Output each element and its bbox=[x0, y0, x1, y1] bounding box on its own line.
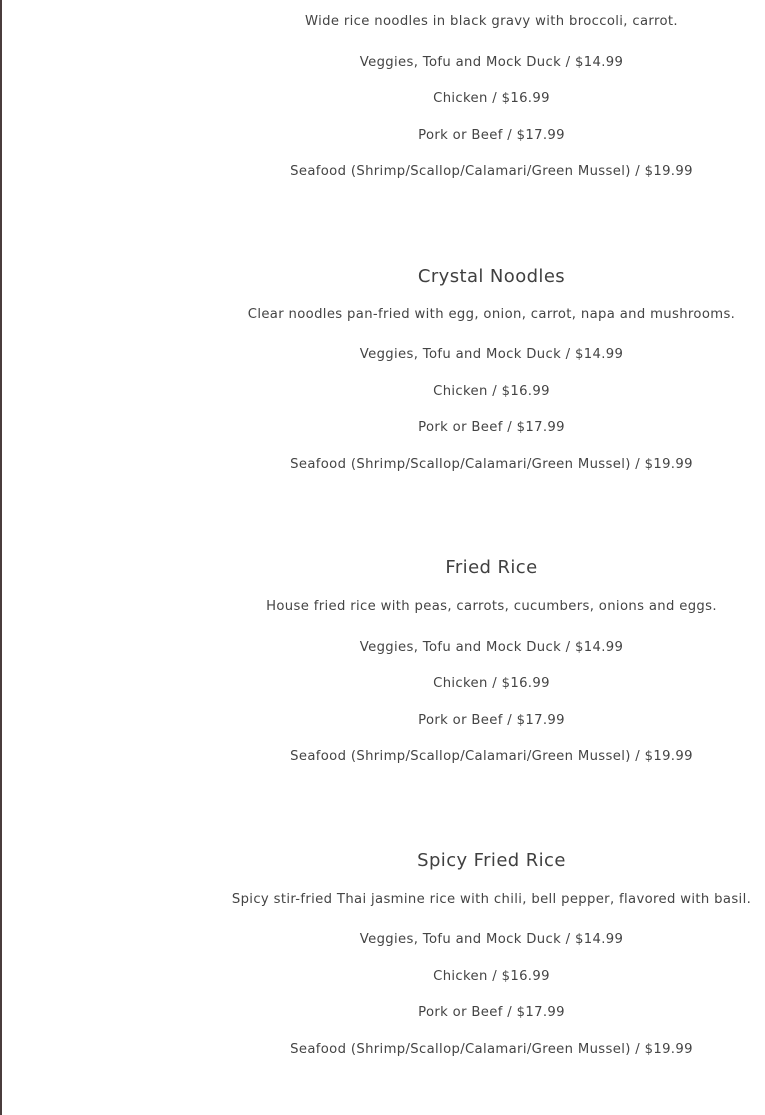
price-chicken: Chicken / $16.99 bbox=[433, 384, 550, 399]
price-chicken: Chicken / $16.99 bbox=[433, 969, 550, 984]
dish-title: Fried Rice bbox=[445, 557, 538, 578]
dish-description: House fried rice with peas, carrots, cucumbers, onions and eggs. bbox=[266, 599, 717, 614]
price-veggies: Veggies, Tofu and Mock Duck / $14.99 bbox=[359, 640, 624, 655]
price-seafood: Seafood (Shrimp/Scallop/Calamari/Green Mussel) / $19.99 bbox=[290, 749, 693, 764]
price-seafood: Seafood (Shrimp/Scallop/Calamari/Green Mussel) / $19.99 bbox=[290, 164, 693, 179]
price-pork-beef: Pork or Beef / $17.99 bbox=[418, 1005, 565, 1020]
price-veggies: Veggies, Tofu and Mock Duck / $14.99 bbox=[359, 347, 624, 362]
price-seafood: Seafood (Shrimp/Scallop/Calamari/Green Mussel) / $19.99 bbox=[290, 1042, 693, 1057]
price-veggies: Veggies, Tofu and Mock Duck / $14.99 bbox=[359, 932, 624, 947]
price-veggies: Veggies, Tofu and Mock Duck / $14.99 bbox=[359, 55, 624, 70]
dish-description: Spicy stir-fried Thai jasmine rice with chili, bell pepper, flavored with basil. bbox=[231, 892, 752, 907]
price-pork-beef: Pork or Beef / $17.99 bbox=[418, 713, 565, 728]
price-pork-beef: Pork or Beef / $17.99 bbox=[418, 420, 565, 435]
price-chicken: Chicken / $16.99 bbox=[433, 91, 550, 106]
price-chicken: Chicken / $16.99 bbox=[433, 676, 550, 691]
dish-title: Crystal Noodles bbox=[417, 266, 566, 287]
dish-description: Clear noodles pan-fried with egg, onion, carrot, napa and mushrooms. bbox=[247, 307, 736, 322]
price-pork-beef: Pork or Beef / $17.99 bbox=[418, 128, 565, 143]
dish-title: Spicy Fried Rice bbox=[417, 850, 566, 871]
price-seafood: Seafood (Shrimp/Scallop/Calamari/Green Mussel) / $19.99 bbox=[290, 457, 693, 472]
dish-description: Wide rice noodles in black gravy with broccoli, carrot. bbox=[305, 14, 678, 29]
